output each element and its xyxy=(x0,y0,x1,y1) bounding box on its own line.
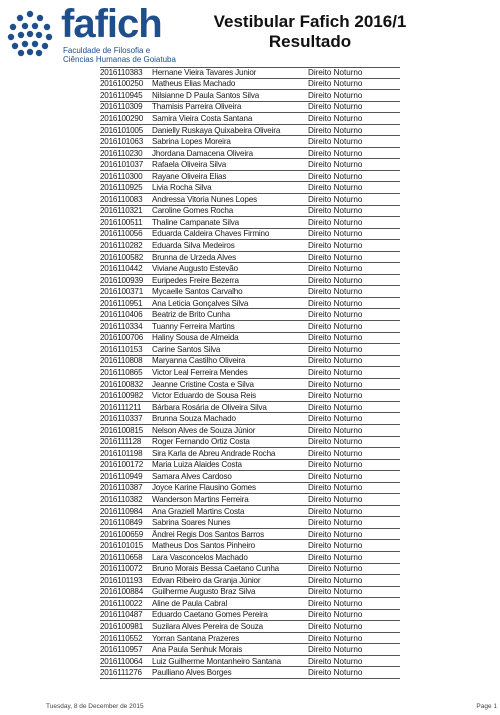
table-row xyxy=(100,240,400,252)
table-row xyxy=(100,252,400,264)
candidate-id: 2016110321 xyxy=(100,206,143,216)
candidate-name: Brunna de Urzeda Alves xyxy=(152,252,236,262)
table-row xyxy=(100,460,400,472)
candidate-course: Direito Noturno xyxy=(308,633,363,643)
candidate-id: 2016100582 xyxy=(100,252,144,262)
candidate-id: 2016100511 xyxy=(100,217,143,227)
candidate-name: Beatriz de Brito Cunha xyxy=(152,310,231,320)
candidate-course: Direito Noturno xyxy=(308,90,363,100)
table-row xyxy=(100,610,400,622)
candidate-course: Direito Noturno xyxy=(308,344,363,354)
candidate-id: 2016110334 xyxy=(100,321,143,331)
candidate-course: Direito Noturno xyxy=(308,668,363,678)
candidate-id: 2016100815 xyxy=(100,425,144,435)
candidate-name: Maryanna Castilho Oliveira xyxy=(152,356,246,366)
candidate-name: Tuanny Ferreira Martins xyxy=(152,321,235,331)
candidate-id: 2016110984 xyxy=(100,506,143,516)
candidate-id: 2016110658 xyxy=(100,552,143,562)
candidate-id: 2016110552 xyxy=(100,633,143,643)
table-row xyxy=(100,344,400,356)
candidate-name: Carine Santos Silva xyxy=(152,344,221,354)
table-row xyxy=(100,275,400,287)
candidate-name: Victor Leal Ferreira Mendes xyxy=(152,367,248,377)
table-row xyxy=(100,356,400,368)
candidate-course: Direito Noturno xyxy=(308,367,363,377)
candidate-name: Livia Rocha Silva xyxy=(152,183,212,193)
candidate-name: Samara Alves Cardoso xyxy=(152,471,232,481)
candidate-id: 2016110064 xyxy=(100,656,143,666)
candidate-course: Direito Noturno xyxy=(308,587,363,597)
table-row xyxy=(100,217,400,229)
table-row xyxy=(100,148,400,160)
candidate-course: Direito Noturno xyxy=(308,148,363,158)
table-row xyxy=(100,171,400,183)
candidate-id: 2016101005 xyxy=(100,125,144,135)
candidate-course: Direito Noturno xyxy=(308,206,363,216)
candidate-name: Jeanne Cristine Costa e Silva xyxy=(152,379,254,389)
candidate-name: Joyce Karine Flausino Gomes xyxy=(152,483,256,493)
candidate-course: Direito Noturno xyxy=(308,79,363,89)
candidate-id: 2016110925 xyxy=(100,183,143,193)
candidate-course: Direito Noturno xyxy=(308,610,363,620)
candidate-name: Rafaela Oliveira Silva xyxy=(152,160,227,170)
candidate-name: Caroline Gomes Rocha xyxy=(152,206,234,216)
candidate-id: 2016110951 xyxy=(100,298,143,308)
table-row xyxy=(100,79,400,91)
footer-date: Tuesday, 8 de December de 2015 xyxy=(46,703,144,710)
table-row xyxy=(100,182,400,194)
table-row xyxy=(100,633,400,645)
candidate-id: 2016110945 xyxy=(100,90,143,100)
candidate-id: 2016110083 xyxy=(100,194,143,204)
candidate-course: Direito Noturno xyxy=(308,217,363,227)
candidate-id: 2016111276 xyxy=(100,668,142,678)
candidate-id: 2016100706 xyxy=(100,333,144,343)
candidate-name: Haliny Sousa de Almeida xyxy=(152,333,239,343)
table-row xyxy=(100,564,400,576)
table-row xyxy=(100,598,400,610)
candidate-name: Rayane Oliveira Elias xyxy=(152,171,227,181)
candidate-course: Direito Noturno xyxy=(308,541,363,551)
page-subtitle: Resultado xyxy=(268,32,352,51)
candidate-course: Direito Noturno xyxy=(308,518,363,528)
candidate-id: 2016101193 xyxy=(100,575,143,585)
candidate-course: Direito Noturno xyxy=(308,402,363,412)
candidate-name: Wanderson Martins Ferreira xyxy=(152,495,249,504)
candidate-id: 2016110957 xyxy=(100,645,143,655)
table-row xyxy=(100,136,400,148)
candidate-name: Lara Vasconcelos Machado xyxy=(152,552,248,562)
table-row xyxy=(100,379,400,391)
candidate-id: 2016100371 xyxy=(100,287,144,297)
table-row xyxy=(100,113,400,125)
candidate-name: Edvan Ribeiro da Granja Júnior xyxy=(152,575,261,585)
candidate-id: 2016101037 xyxy=(100,160,144,170)
candidate-name: Euripedes Freire Bezerra xyxy=(152,275,239,285)
table-row xyxy=(100,494,400,506)
table-row xyxy=(100,471,400,483)
logo-subtitle-line1: Faculdade de Filosofia e xyxy=(63,46,151,55)
table-row xyxy=(100,321,400,333)
candidate-id: 2016111128 xyxy=(100,437,142,447)
candidate-id: 2016100939 xyxy=(100,275,144,285)
candidate-course: Direito Noturno xyxy=(308,483,363,493)
table-row xyxy=(100,125,400,137)
table-row xyxy=(100,552,400,564)
candidate-name: Eduarda Silva Medeiros xyxy=(152,240,235,250)
table-row xyxy=(100,367,400,379)
candidate-name: Ana Graziell Martins Costa xyxy=(152,506,245,516)
candidate-name: Paulliano Alves Borges xyxy=(152,668,232,678)
candidate-course: Direito Noturno xyxy=(308,264,363,274)
table-row xyxy=(100,402,400,414)
candidate-course: Direito Noturno xyxy=(308,287,363,297)
table-row xyxy=(100,448,400,460)
candidate-name: Hernane Vieira Tavares Junior xyxy=(152,68,257,78)
candidate-name: Roger Fernando Ortiz Costa xyxy=(152,437,250,447)
table-row xyxy=(100,286,400,298)
table-row xyxy=(100,309,400,321)
candidate-course: Direito Noturno xyxy=(308,425,363,435)
table-row xyxy=(100,667,400,679)
candidate-id: 2016111211 xyxy=(100,402,142,412)
candidate-course: Direito Noturno xyxy=(308,506,363,516)
candidate-course: Direito Noturno xyxy=(308,102,363,112)
candidate-name: Victor Eduardo de Sousa Reis xyxy=(152,391,257,401)
candidate-id: 2016110387 xyxy=(100,483,143,493)
candidate-id: 2016110949 xyxy=(100,471,143,481)
candidate-name: Matheus Dos Santos Pinheiro xyxy=(152,541,256,551)
candidate-course: Direito Noturno xyxy=(308,356,363,366)
candidate-id: 2016101198 xyxy=(100,448,143,458)
candidate-name: Bárbara Rosária de Oliveira Silva xyxy=(152,402,267,412)
candidate-course: Direito Noturno xyxy=(308,171,363,181)
candidate-course: Direito Noturno xyxy=(308,460,363,470)
candidate-name: Mycaelle Santos Carvalho xyxy=(152,287,243,297)
results-table xyxy=(100,67,400,679)
candidate-id: 2016100832 xyxy=(100,379,144,389)
table-row xyxy=(100,529,400,541)
candidate-course: Direito Noturno xyxy=(308,598,363,608)
candidate-name: Guilherme Augusto Braz Silva xyxy=(152,587,256,597)
candidate-id: 2016110153 xyxy=(100,344,143,354)
candidate-name: Suzilara Alves Pereira de Souza xyxy=(152,622,263,632)
candidate-course: Direito Noturno xyxy=(308,552,363,562)
candidate-course: Direito Noturno xyxy=(308,656,363,666)
candidate-course: Direito Noturno xyxy=(308,529,363,539)
candidate-id: 2016110406 xyxy=(100,310,143,320)
candidate-course: Direito Noturno xyxy=(308,645,363,655)
candidate-name: Ândrei Regis Dos Santos Barros xyxy=(152,529,265,539)
candidate-id: 2016110022 xyxy=(100,598,143,608)
candidate-name: Eduarda Caldeira Chaves Firmino xyxy=(152,229,270,239)
candidate-name: Danielly Ruskaya Quixabeira Oliveira xyxy=(152,125,281,135)
candidate-name: Sabrina Lopes Moreira xyxy=(152,137,231,147)
candidate-id: 2016101063 xyxy=(100,137,144,147)
candidate-name: Samira Vieira Costa Santana xyxy=(152,113,253,123)
candidate-name: Maria Luiza Alaides Costa xyxy=(152,460,242,470)
candidate-course: Direito Noturno xyxy=(308,160,363,170)
candidate-name: Luiz Guilherme Montanheiro Santana xyxy=(152,656,281,666)
candidate-id: 2016100250 xyxy=(100,79,144,89)
candidate-id: 2016110865 xyxy=(100,367,143,377)
candidate-name: Jhordana Damacena Oliveira xyxy=(152,148,253,158)
table-row xyxy=(100,621,400,633)
candidate-id: 2016110337 xyxy=(100,414,143,424)
table-row xyxy=(100,540,400,552)
table-row xyxy=(100,390,400,402)
candidate-course: Direito Noturno xyxy=(308,125,363,135)
candidate-course: Direito Noturno xyxy=(308,298,363,308)
table-row xyxy=(100,425,400,437)
candidate-name: Matheus Elias Machado xyxy=(152,79,236,89)
candidate-course: Direito Noturno xyxy=(308,391,363,401)
table-row xyxy=(100,194,400,206)
candidate-course: Direito Noturno xyxy=(308,240,363,250)
candidate-name: Sabrina Soares Nunes xyxy=(152,518,231,528)
candidate-course: Direito Noturno xyxy=(308,310,363,320)
candidate-id: 2016100659 xyxy=(100,529,144,539)
fafich-logo xyxy=(3,4,198,68)
candidate-id: 2016110300 xyxy=(100,171,143,181)
candidate-name: Ana Paula Senhuk Morais xyxy=(152,645,243,655)
logo-subtitle-line2: Ciências Humanas de Goiatuba xyxy=(63,55,176,64)
candidate-course: Direito Noturno xyxy=(308,229,363,239)
candidate-id: 2016110487 xyxy=(100,610,143,620)
candidate-course: Direito Noturno xyxy=(308,275,363,285)
candidate-id: 2016110230 xyxy=(100,148,143,158)
table-row xyxy=(100,656,400,668)
table-row xyxy=(100,506,400,518)
candidate-name: Andressa Vitoria Nunes Lopes xyxy=(152,194,257,204)
candidate-course: Direito Noturno xyxy=(308,437,363,447)
candidate-name: Viviane Augusto Estevão xyxy=(152,264,238,274)
candidate-name: Yorran Santana Prazeres xyxy=(152,633,240,643)
candidate-name: Ana Leticia Gonçalves Silva xyxy=(152,298,249,308)
candidate-course: Direito Noturno xyxy=(308,495,363,504)
candidate-name: Nelson Alves de Souza Júnior xyxy=(152,425,256,435)
table-row xyxy=(100,298,400,310)
candidate-id: 2016100981 xyxy=(100,622,144,632)
footer-page-number: Page 1 xyxy=(476,703,497,710)
candidate-name: Sira Karla de Abreu Andrade Rocha xyxy=(152,448,276,458)
candidate-course: Direito Noturno xyxy=(308,137,363,147)
candidate-id: 2016110808 xyxy=(100,356,143,366)
table-row xyxy=(100,159,400,171)
candidate-id: 2016100290 xyxy=(100,113,144,123)
candidate-id: 2016110442 xyxy=(100,264,143,274)
candidate-course: Direito Noturno xyxy=(308,194,363,204)
candidate-course: Direito Noturno xyxy=(308,333,363,343)
candidate-course: Direito Noturno xyxy=(308,575,363,585)
candidate-name: Thaline Campanate Silva xyxy=(152,217,239,227)
candidate-id: 2016100172 xyxy=(100,460,144,470)
candidate-name: Aline de Paula Cabral xyxy=(152,598,228,608)
candidate-id: 2016110309 xyxy=(100,102,143,112)
table-row xyxy=(100,483,400,495)
candidate-name: Eduardo Caetano Gomes Pereira xyxy=(152,610,268,620)
table-row xyxy=(100,437,400,449)
table-row xyxy=(100,644,400,656)
table-row xyxy=(100,517,400,529)
logo-wordmark: fafich xyxy=(61,2,162,46)
candidate-course: Direito Noturno xyxy=(308,252,363,262)
table-row xyxy=(100,102,400,114)
table-row xyxy=(100,206,400,218)
candidate-id: 2016100982 xyxy=(100,391,144,401)
table-row xyxy=(100,413,400,425)
table-row xyxy=(100,587,400,599)
table-row xyxy=(100,67,400,79)
candidate-id: 2016110382 xyxy=(100,495,143,504)
table-row xyxy=(100,575,400,587)
candidate-course: Direito Noturno xyxy=(308,379,363,389)
candidate-course: Direito Noturno xyxy=(308,113,363,123)
candidate-name: Nilsianne D Paula Santos Silva xyxy=(152,90,260,100)
candidate-name: Thamisis Parreira Oliveira xyxy=(152,102,242,112)
candidate-course: Direito Noturno xyxy=(308,448,363,458)
table-row xyxy=(100,263,400,275)
candidate-id: 2016110072 xyxy=(100,564,143,574)
candidate-id: 2016100884 xyxy=(100,587,144,597)
candidate-course: Direito Noturno xyxy=(308,321,363,331)
fafich-logo-mark-icon xyxy=(3,6,57,60)
table-row xyxy=(100,229,400,241)
candidate-id: 2016110282 xyxy=(100,240,143,250)
candidate-course: Direito Noturno xyxy=(308,622,363,632)
candidate-id: 2016110056 xyxy=(100,229,143,239)
table-row xyxy=(100,333,400,345)
candidate-id: 2016101015 xyxy=(100,541,144,551)
candidate-name: Bruno Morais Bessa Caetano Cunha xyxy=(152,564,280,574)
candidate-course: Direito Noturno xyxy=(308,471,363,481)
candidate-id: 2016110849 xyxy=(100,518,143,528)
candidate-name: Brunna Souza Machado xyxy=(152,414,236,424)
candidate-id: 2016110383 xyxy=(100,68,143,78)
page-title: Vestibular Fafich 2016/1 xyxy=(213,12,407,31)
candidate-course: Direito Noturno xyxy=(308,183,363,193)
table-row xyxy=(100,90,400,102)
candidate-course: Direito Noturno xyxy=(308,564,363,574)
candidate-course: Direito Noturno xyxy=(308,414,363,424)
candidate-course: Direito Noturno xyxy=(308,68,363,78)
